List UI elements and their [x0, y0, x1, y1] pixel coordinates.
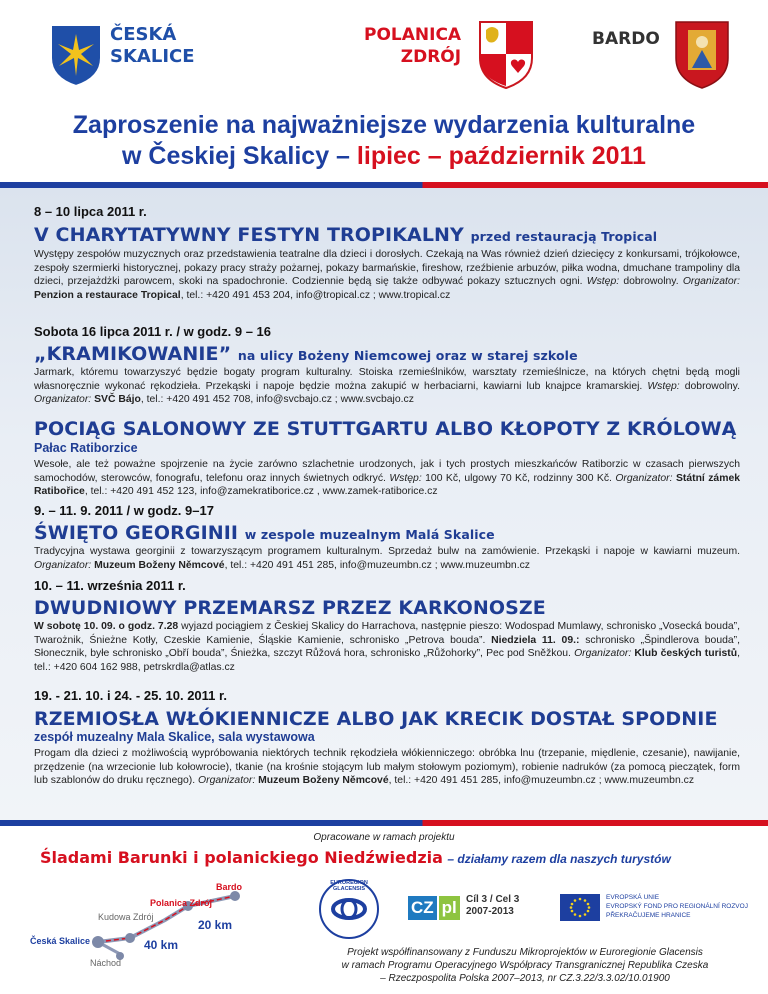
polanica-logo-text: POLANICA ZDRÓJ — [364, 25, 462, 67]
event5-date: 10. – 11. września 2011 r. — [34, 578, 186, 593]
event2-heading: „KRAMIKOWANIE” na ulicy Bożeny Niemcowej oraz w starej szkole — [34, 343, 578, 365]
event3-body: Wesołe, ale też poważne spojrzenie na życie zarówno szlachetnie urodzonych, jak i tych prostych mieszkańców Ratiborzic w czasach pierwszych samochodów, sterowców, fonografu, telefonu oraz innych świetnych odkryć. Wstęp: 100 Kč, ulgowy 70 Kč, rodzinny 300 Kč. Organizator: Státní zámek Ratibořice, tel.: +420 491 452 123, info@zamekratiborice.cz , www.zamek-ratiborice.cz — [34, 459, 740, 498]
czpl-logo: CZ pl — [408, 896, 460, 920]
bottom-stripe — [0, 820, 768, 826]
euroregion-label: EUROREGION GLACENSIS — [330, 880, 368, 892]
program-label: Cíl 3 / Cel 3 2007-2013 — [466, 894, 520, 917]
map-nachod: Náchod — [90, 958, 122, 968]
event1-date: 8 – 10 lipca 2011 r. — [34, 204, 147, 219]
event1-body: Występy zespołów muzycznych oraz przedstawienia teatralne dla dzieci i dorosłych. Czekają na Was również dzień dziecięcy z konkursami, trójkołowce, zespoły szermierki historycznej, pokazy pracy straży pożarnej, pokazy barmańskie, fireshow, rzeźbienie arbuzów, piłka wodna, dmuchane trampoliny dla dzieci, przejażdżki parowcem, skoki na spadochronie. Codziennie będą się także odbywać pokazy sztucznych ogni. Wstęp: dobrowolny. Organizator: Penzion a restaurace Tropical, tel.: +420 491 453 204, info@tropical.cz ; www.tropical.cz — [34, 249, 741, 301]
ceska-skalice-crest — [48, 22, 104, 88]
title-line1: Zaproszenie na najważniejsze wydarzenia kulturalne — [72, 111, 696, 139]
map-polanica: Polanica Zdrój — [150, 898, 213, 908]
map-kudowa: Kudowa Zdrój — [98, 912, 154, 922]
event6-subheading: zespół muzealny Mala Skalice, sala wystawowa — [34, 730, 315, 744]
event1-heading: V CHARYTATYWNY FESTYN TROPIKALNY przed restauracją Tropical — [34, 224, 658, 246]
event2-body: Jarmark, któremu towarzyszyć będzie bogaty program kulturalny. Stoiska rzemieślników, warsztaty rzemieślnicze, na których chętni będą mogli własnoręcznie wykonać rękodzieła. Przekąski i napoje będzie można zakupić w herbaciarni, kawiarni lub knajpce kramarskiej. Wstęp: dobrowolny. Organizator: SVČ Bájo, tel.: +420 491 452 708, info@svcbajo.cz ; www.svcbajo.cz — [34, 367, 740, 406]
title-line2: w Českiej Skalicy – lipiec – październik 2011 — [122, 142, 646, 170]
polanica-crest — [478, 20, 534, 90]
bardo-crest — [674, 20, 730, 90]
eu-label: EVROPSKÁ UNIE EVROPSKÝ FOND PRO REGIONÁLNÍ ROZVOJ PŘEKRAČUJEME HRANICE — [606, 894, 748, 919]
map-bardo: Bardo — [216, 882, 243, 892]
event6-body: Progam dla dzieci z możliwością wypróbowania niektórych technik rękodzieła włókienniczego: obróbka lnu (trzepanie, międlenie, czesanie), nawijanie, przędzenie (na wrzecionie lub kołowrocie), tkanie (na krośnie stojącym lub małym stołowym poziomym), robienie nadruków (za pomocą pieczątek, form lub szablonów do druku ręcznego). Organizator: Muzeum Boženy Němcové, tel.: +420 491 451 285, info@muzeumbn.cz ; www.muzeumbn.cz — [34, 748, 740, 787]
event6-date: 19. - 21. 10. i 24. - 25. 10. 2011 r. — [34, 688, 227, 703]
project-title: Śladami Barunki i polanickiego Niedźwiedzia – działamy razem dla naszych turystów — [40, 848, 671, 867]
event4-heading: ŚWIĘTO GEORGINII w zespole muzealnym Malá Skalice — [34, 522, 495, 544]
route-map — [30, 878, 260, 978]
event3-subheading: Pałac Ratiborzice — [34, 441, 138, 455]
event6-heading: RZEMIOSŁA WŁÓKIENNICZE ALBO JAK KRECIK DOSTAŁ SPODNIE — [34, 708, 718, 730]
event5-body: W sobotę 10. 09. o godz. 7.28 wyjazd pociągiem z Českiej Skalicy do Harrachova, następnie pieszo: Wodospad Mumlawy, schronisko „Vosecká bouda”, Twarożnik, Śnieżne Kotły, Czeskie Kamienie, Śląskie Kamienie, schronisko „Petrova bouda”. Niedziela 11. 09.: schronisko „Špindlerova bouda”, Słonecznik, byłe schronisko „Obří bouda”, Śnieżka, szczyt Růžová hora, schronisko „Růžohorky”, Pec pod Sněžkou. Organizator: Klub českých turistů, tel.: +420 604 162 988, petrskrdla@atlas.cz — [34, 621, 741, 673]
event4-date: 9. – 11. 9. 2011 / w godz. 9–17 — [34, 503, 214, 518]
map-40km: 40 km — [144, 938, 179, 952]
event2-date: Sobota 16 lipca 2011 r. / w godz. 9 – 16 — [34, 324, 271, 339]
event3-heading: POCIĄG SALONOWY ZE STUTTGARTU ALBO KŁOPOTY Z KRÓLOWĄ — [34, 418, 737, 440]
bardo-logo-text: BARDO — [592, 29, 660, 49]
ceska-skalice-logo-text: ČESKÁ SKALICE — [110, 24, 195, 67]
funding-note: Projekt współfinansowany z Funduszu Mikroprojektów w Euroregionie Glacensis w ramach Programu Operacyjnego Współpracy Transgranicznej Republika Czeska – Rzeczpospolita Polska 2007–2013, nr CZ.3.22/3.3.02/10.01900 — [341, 947, 709, 984]
event4-body: Tradycyjna wystawa georginii z towarzyszącym programem kulturalnym. Sprzedaż bulw na zamówienie. Przekąski i napoje w kawiarni muzeum. Organizator: Muzeum Boženy Němcové, tel.: +420 491 451 285, info@muzeumbn.cz ; www.muzeumbn.cz — [34, 546, 740, 571]
event5-heading: DWUDNIOWY PRZEMARSZ PRZEZ KARKONOSZE — [34, 597, 546, 619]
map-20km: 20 km — [198, 918, 233, 932]
euroregion-logo — [318, 878, 380, 940]
page-title — [0, 110, 768, 172]
eu-flag-icon — [560, 894, 600, 921]
cofinanced-label: Opracowane w ramach projektu — [313, 832, 455, 843]
map-skalice: Česká Skalice — [30, 936, 91, 946]
